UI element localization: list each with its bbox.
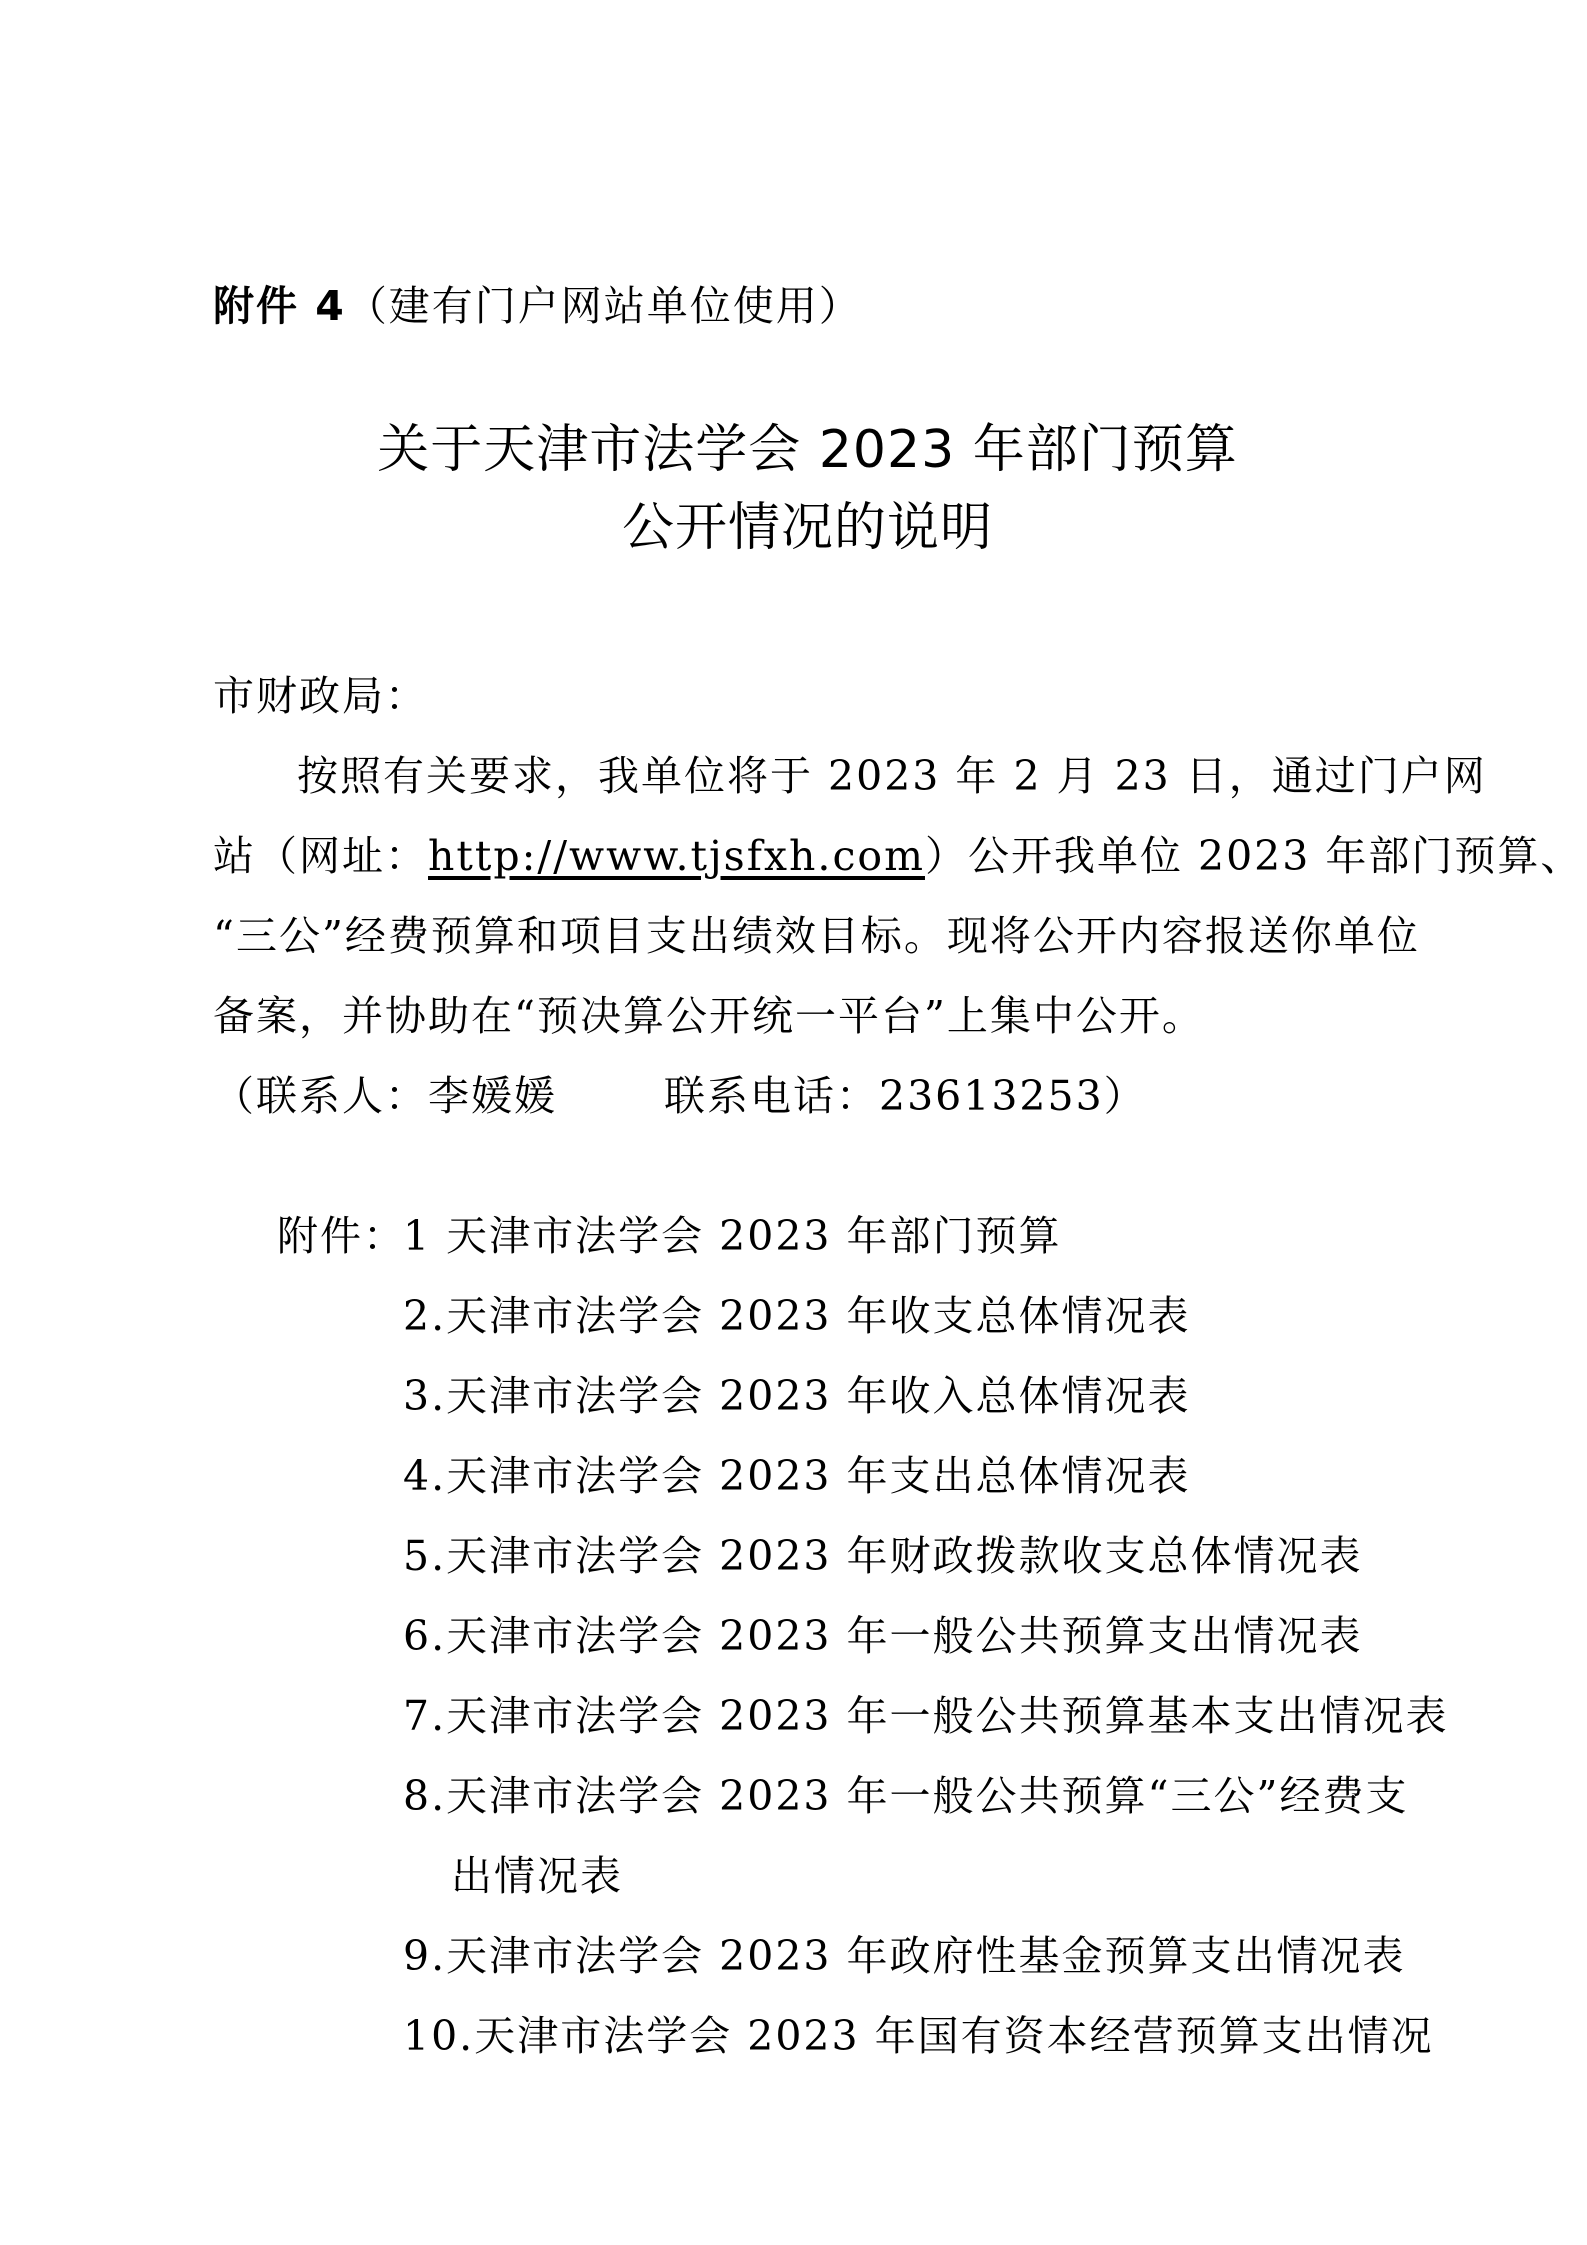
attachment-item-8-continued: 出情况表: [451, 1852, 623, 1900]
attachment-item-5: 5.天津市法学会 2023 年财政拨款收支总体情况表: [403, 1532, 1363, 1580]
body-line-4: 备案，并协助在“预决算公开统一平台”上集中公开。: [213, 992, 1205, 1040]
attachment-item-2: 2.天津市法学会 2023 年收支总体情况表: [403, 1292, 1191, 1340]
salutation: 市财政局：: [213, 672, 428, 720]
attachment-item-6: 6.天津市法学会 2023 年一般公共预算支出情况表: [403, 1612, 1363, 1660]
attachment-item-8: 8.天津市法学会 2023 年一般公共预算“三公”经费支: [403, 1772, 1409, 1820]
body-line-2: [213, 832, 1583, 880]
attachment-item-1: 1 天津市法学会 2023 年部门预算: [403, 1212, 1062, 1260]
website-link[interactable]: http://www.tjsfxh.com: [428, 832, 925, 880]
body-line-2-start: 站（网址：: [213, 832, 428, 880]
attachment-number: 附件 4: [213, 282, 346, 330]
attachment-item-4: 4.天津市法学会 2023 年支出总体情况表: [403, 1452, 1191, 1500]
attachment-item-3: 3.天津市法学会 2023 年收入总体情况表: [403, 1372, 1191, 1420]
attachment-item-7: 7.天津市法学会 2023 年一般公共预算基本支出情况表: [403, 1692, 1449, 1740]
contact-phone: 联系电话：23613253）: [664, 1072, 1147, 1120]
attachment-label: [213, 282, 862, 330]
body-line-2-end: ）公开我单位 2023 年部门预算、: [924, 832, 1584, 880]
contact-person: （联系人：李媛媛: [213, 1072, 557, 1120]
page-title-line-1: 关于天津市法学会 2023 年部门预算: [377, 420, 1238, 480]
body-line-1: 按照有关要求，我单位将于 2023 年 2 月 23 日，通过门户网: [297, 752, 1487, 800]
attachment-item-10: 10.天津市法学会 2023 年国有资本经营预算支出情况: [403, 2012, 1434, 2060]
attachments-label: 附件：: [277, 1212, 406, 1260]
body-line-3: “三公”经费预算和项目支出绩效目标。现将公开内容报送你单位: [213, 912, 1420, 960]
attachment-item-9: 9.天津市法学会 2023 年政府性基金预算支出情况表: [403, 1932, 1406, 1980]
attachment-note: （建有门户网站单位使用）: [345, 282, 862, 330]
page-title-line-2: 公开情况的说明: [621, 498, 993, 558]
